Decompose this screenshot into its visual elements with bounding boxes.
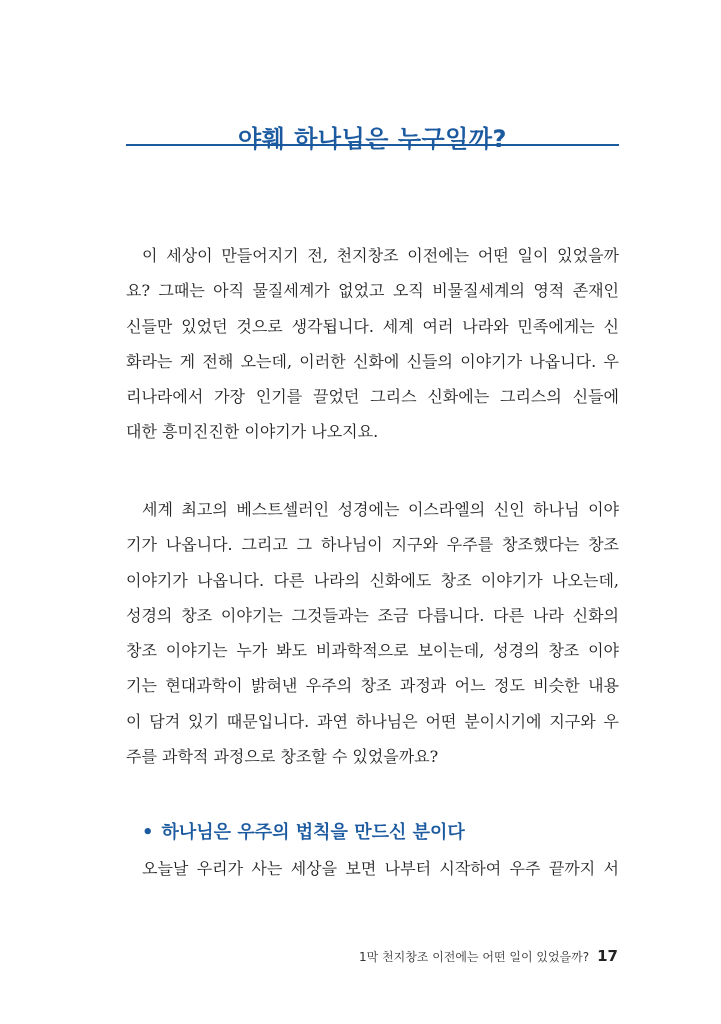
section-heading bbox=[142, 818, 622, 844]
running-title: 1막 천지창조 이전에는 어떤 일이 있었을까? bbox=[358, 950, 590, 964]
page-number: 17 bbox=[597, 947, 618, 965]
paragraph-2 bbox=[126, 492, 619, 774]
paragraph-line: 리나라에서 가장 인기를 끌었던 그리스 신화에는 그리스의 신들에 bbox=[126, 387, 619, 407]
paragraph-3 bbox=[126, 851, 619, 886]
paragraph-1 bbox=[126, 238, 619, 450]
paragraph-line: 대한 흥미진진한 이야기가 나오지요. bbox=[126, 422, 379, 442]
paragraph-line: 이 담겨 있기 때문입니다. 과연 하나님은 어떤 분이시기에 지구와 우 bbox=[126, 711, 619, 731]
bullet-icon: • bbox=[142, 822, 154, 843]
paragraph-line: 오늘날 우리가 사는 세상을 보면 나부터 시작하여 우주 끝까지 서 bbox=[142, 859, 619, 878]
paragraph-line: 이 세상이 만들어지기 전, 천지창조 이전에는 어떤 일이 있었을까 bbox=[142, 246, 619, 265]
paragraph-line: 세계 최고의 베스트셀러인 성경에는 이스라엘의 신인 하나님 이야 bbox=[142, 500, 619, 519]
paragraph-line: 성경의 창조 이야기는 그것들과는 조금 다릅니다. 다른 나라 신화의 bbox=[126, 605, 619, 625]
paragraph-line: 기가 나옵니다. 그리고 그 하나님이 지구와 우주를 창조했다는 창조 bbox=[126, 535, 619, 555]
paragraph-line: 주를 과학적 과정으로 창조할 수 있었을까요? bbox=[126, 747, 439, 767]
page-title: 야훼 하나님은 누구일까? bbox=[238, 125, 507, 154]
paragraph-line: 이야기가 나옵니다. 다른 나라의 신화에도 창조 이야기가 나오는데, bbox=[126, 570, 619, 590]
paragraph-line: 요? 그때는 아직 물질세계가 없었고 오직 비물질세계의 영적 존재인 bbox=[126, 281, 619, 301]
paragraph-line: 신들만 있었던 것으로 생각됩니다. 세계 여러 나라와 민족에게는 신 bbox=[126, 316, 619, 336]
paragraph-line: 기는 현대과학이 밝혀낸 우주의 창조 과정과 어느 정도 비슷한 내용 bbox=[126, 676, 619, 696]
page-footer bbox=[359, 946, 618, 965]
paragraph-line: 창조 이야기는 누가 봐도 비과학적으로 보이는데, 성경의 창조 이야 bbox=[126, 641, 619, 661]
paragraph-line: 화라는 게 전해 오는데, 이러한 신화에 신들의 이야기가 나옵니다. 우 bbox=[126, 351, 619, 371]
title-divider bbox=[126, 144, 619, 146]
section-heading-text: 하나님은 우주의 법칙을 만드신 분이다 bbox=[161, 822, 465, 843]
